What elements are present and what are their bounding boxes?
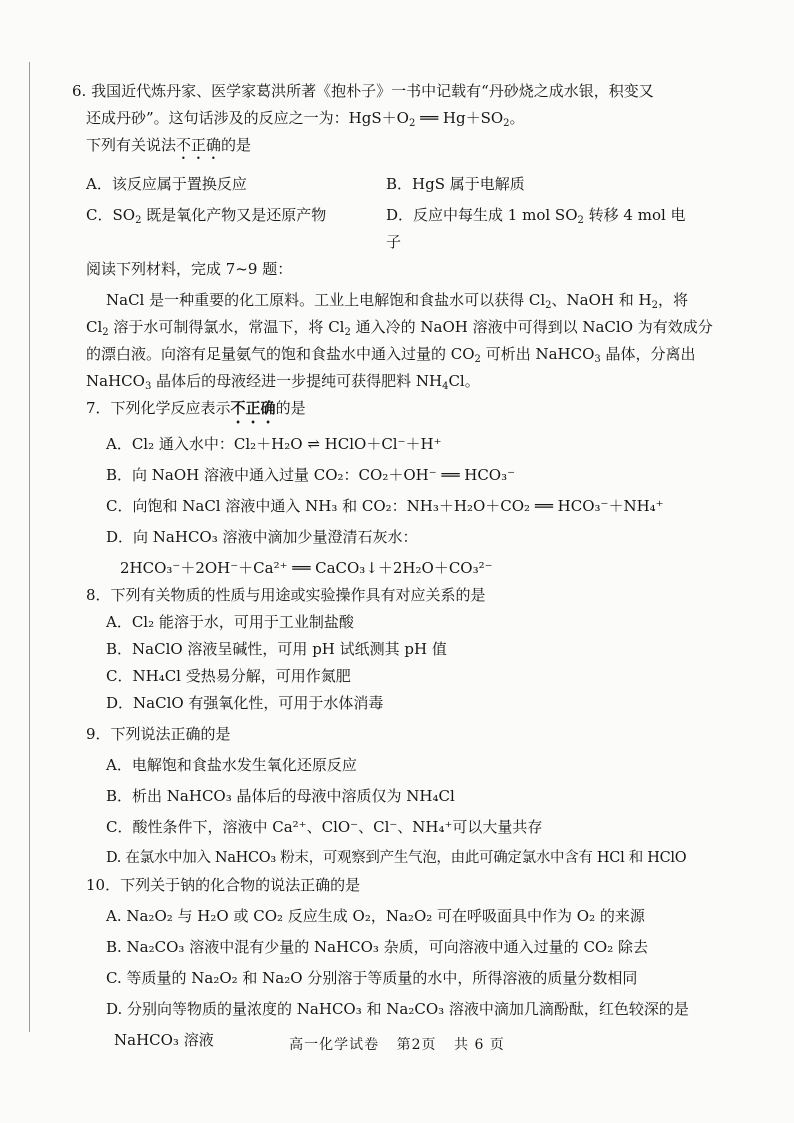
question-7 <box>86 395 746 582</box>
q7-option-a: A．Cl₂ 通入水中：Cl₂＋H₂O ⇌ HClO＋Cl⁻＋H⁺ <box>106 435 442 453</box>
material-line2: $Cl_2$ 溶于水可制得氯水，常温下，将 $Cl_2$ 通入冷的 NaOH 溶液中可得到以 NaClO 为有效成分 <box>86 318 713 338</box>
footer-total-pages: 共 6 页 <box>454 1037 505 1053</box>
q9-option-d: D. 在氯水中加入 NaHCO₃ 粉末，可观察到产生气泡，由此可确定氯水中含有 HCl 和 HClO <box>106 850 687 866</box>
q6-options-row2 <box>86 202 746 256</box>
material-intro: 阅读下列材料，完成 7~9 题： <box>86 260 293 278</box>
footer-page-number: 第2页 <box>396 1037 437 1053</box>
q6-option-a: A．该反应属于置换反应 <box>86 175 247 193</box>
question-8 <box>86 582 746 717</box>
q8-option-a: A．Cl₂ 能溶于水，可用于工业制盐酸 <box>106 613 354 631</box>
question-10 <box>86 872 746 1054</box>
q10-option-c: C. 等质量的 Na₂O₂ 和 Na₂O 分别溶于等质量的水中，所得溶液的质量分数相同 <box>106 969 638 987</box>
q10-option-d: D. 分别向等物质的量浓度的 NaHCO₃ 和 Na₂CO₃ 溶液中滴加几滴酚酞，红色较深的是 <box>106 1000 689 1018</box>
q9-stem: 9．下列说法正确的是 <box>86 725 231 743</box>
page-footer <box>0 1034 794 1054</box>
footer-exam-title: 高一化学试卷 <box>289 1037 380 1053</box>
reading-material <box>86 256 746 395</box>
q9-option-b: B．析出 NaHCO₃ 晶体后的母液中溶质仅为 NH₄Cl <box>106 787 455 805</box>
q6-option-c: C．$SO_2$ 既是氧化产物又是还原产物 <box>86 206 327 226</box>
question-9 <box>86 721 746 872</box>
q10-option-d-continued: NaHCO₃ 溶液 <box>114 1031 214 1049</box>
q8-option-b: B．NaClO 溶液呈碱性，可用 pH 试纸测其 pH 值 <box>106 640 447 658</box>
q10-option-b: B. Na₂CO₃ 溶液中混有少量的 NaHCO₃ 杂质，可向溶液中通入过量的 CO₂ 除去 <box>106 938 648 956</box>
q7-option-c: C．向饱和 NaCl 溶液中通入 NH₃ 和 CO₂：NH₃＋H₂O＋CO₂ ══ HCO₃⁻＋NH₄⁺ <box>106 497 664 515</box>
q8-option-c: C．NH₄Cl 受热易分解，可用作氮肥 <box>106 667 351 685</box>
material-line3: 的漂白液。向溶有足量氨气的饱和食盐水中通入过量的 $CO_2$ 可析出 NaHCO$_3$ 晶体，分离出 <box>86 345 696 365</box>
q6-option-b: B．HgS 属于电解质 <box>386 175 525 193</box>
q7-stem: 7．下列化学反应表示不正确的是 <box>86 399 306 417</box>
emphasis-not-correct: 不正确 <box>176 136 222 154</box>
q6-stem-line1: 6. 我国近代炼丹家、医学家葛洪所著《抱朴子》一书中记载有“丹砂烧之成水银，积变又 <box>72 82 654 100</box>
q6-stem-line2: 还成丹砂”。这句话涉及的反应之一为：$HgS+O_2$ ══ $Hg+SO_2$。 <box>86 109 525 129</box>
question-6 <box>72 78 746 256</box>
q9-option-c: C．酸性条件下，溶液中 Ca²⁺、ClO⁻、Cl⁻、NH₄⁺可以大量共存 <box>106 818 543 836</box>
q8-option-d: D．NaClO 有强氧化性，可用于水体消毒 <box>106 694 384 712</box>
binding-margin-line <box>29 62 30 1032</box>
q7-option-b: B．向 NaOH 溶液中通入过量 CO₂：CO₂＋OH⁻ ══ HCO₃⁻ <box>106 466 516 484</box>
q7-option-d-equation: 2HCO₃⁻＋2OH⁻＋Ca²⁺ ══ CaCO₃↓＋2H₂O＋CO₃²⁻ <box>120 559 493 577</box>
q6-question: 下列有关说法不正确的是 <box>86 136 252 154</box>
material-line4: NaHCO$_3$ 晶体后的母液经进一步提纯可获得肥料 $NH_4Cl$。 <box>86 372 480 392</box>
q6-options-row1 <box>86 171 746 198</box>
q10-stem: 10．下列关于钠的化合物的说法正确的是 <box>86 876 361 894</box>
material-line1: NaCl 是一种重要的化工原料。工业上电解饱和食盐水可以获得 $Cl_2$、NaOH 和 $H_2$，将 <box>106 291 688 311</box>
q7-option-d: D．向 NaHCO₃ 溶液中滴加少量澄清石灰水： <box>106 528 418 546</box>
q6-option-d: D．反应中每生成 1 mol $SO_2$ 转移 4 mol 电子 <box>386 206 686 251</box>
emphasis-not-correct: 不正确 <box>230 399 276 417</box>
q8-stem: 8．下列有关物质的性质与用途或实验操作具有对应关系的是 <box>86 586 486 604</box>
exam-page <box>72 78 746 1054</box>
q9-option-a: A．电解饱和食盐水发生氧化还原反应 <box>106 756 357 774</box>
q10-option-a: A. Na₂O₂ 与 H₂O 或 CO₂ 反应生成 O₂，Na₂O₂ 可在呼吸面具中作为 O₂ 的来源 <box>106 907 645 925</box>
